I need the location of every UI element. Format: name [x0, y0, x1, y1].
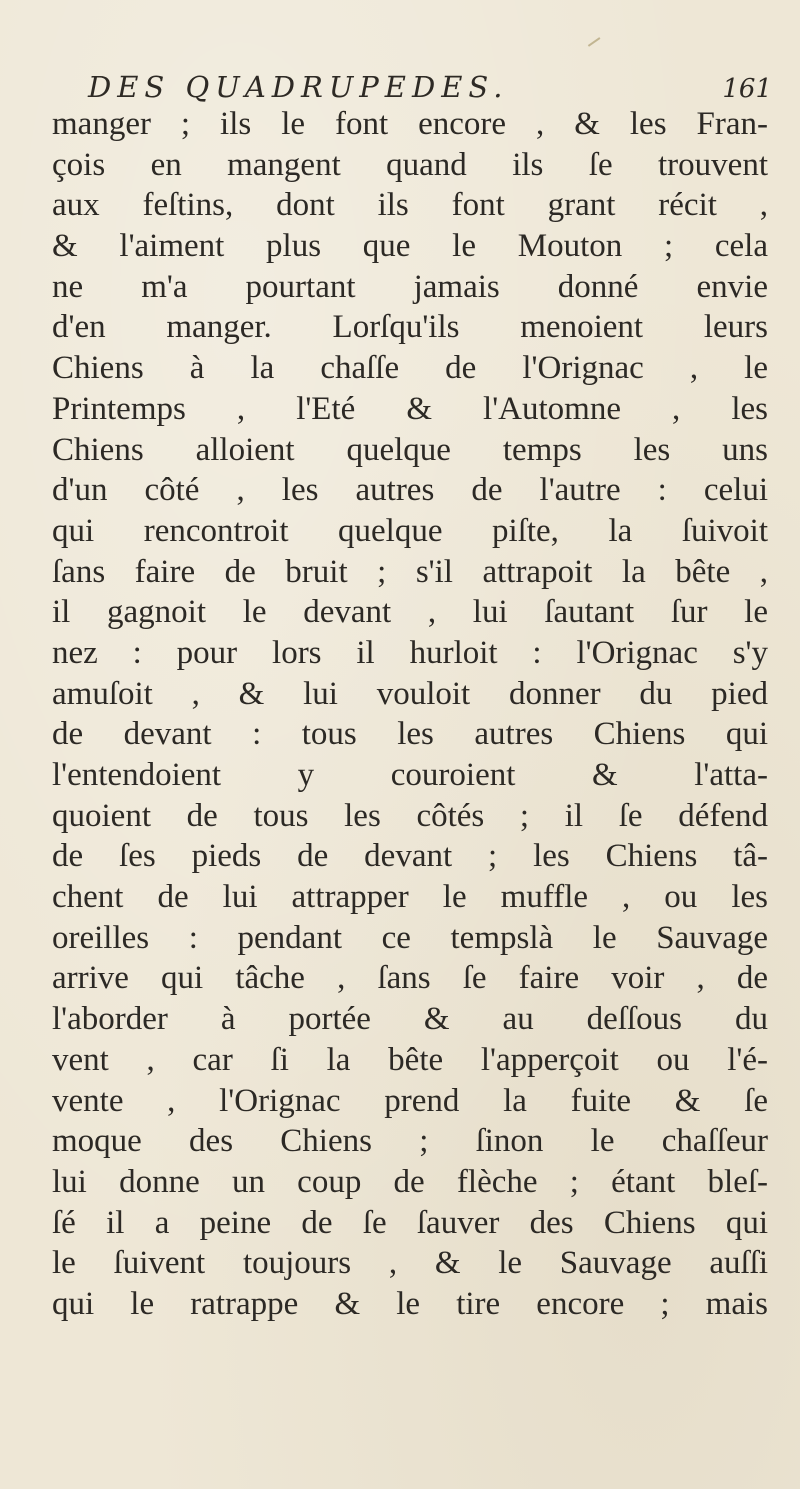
text-line: manger ; ils le font encore , & les Fran-: [52, 106, 768, 142]
ink-mark: [588, 37, 606, 55]
text-line: de devant : tous les autres Chiens qui: [52, 716, 768, 753]
text-line: l'aborder à portée & au deſſous du: [52, 1001, 768, 1038]
text-line: çois en mangent quand ils ſe trouvent: [52, 146, 768, 183]
text-line: vent , car ſi la bête l'apperçoit ou l'é-: [52, 1041, 768, 1078]
text-line: Chiens à la chaſſe de l'Orignac , le: [52, 350, 768, 387]
text-line: & l'aiment plus que le Mouton ; cela: [52, 228, 768, 265]
text-line: arrive qui tâche , ſans ſe faire voir , de: [52, 960, 768, 997]
text-line: qui le ratrappe & le tire encore ; mais: [52, 1285, 768, 1322]
text-line: d'un côté , les autres de l'autre : celui: [52, 472, 768, 509]
text-line: le ſuivent toujours , & le Sauvage auſſi: [52, 1245, 768, 1282]
text-line: Printemps , l'Eté & l'Automne , les: [52, 390, 768, 427]
text-line: oreilles : pendant ce tempslà le Sauvage: [52, 919, 768, 956]
text-line: d'en manger. Lorſqu'ils menoient leurs: [52, 309, 768, 346]
text-line: l'entendoient y couroient & l'atta-: [52, 757, 768, 793]
text-line: ſans faire de bruit ; s'il attrapoit la bête ,: [52, 553, 768, 590]
text-line: quoient de tous les côtés ; il ſe défend: [52, 797, 768, 834]
text-line: il gagnoit le devant , lui ſautant ſur le: [52, 594, 768, 631]
page-number: 161: [722, 74, 772, 104]
text-line: Chiens alloient quelque temps les uns: [52, 431, 768, 468]
text-line: de ſes pieds de devant ; les Chiens tâ-: [52, 838, 768, 875]
text-line: vente , l'Orignac prend la fuite & ſe: [52, 1082, 768, 1119]
text-line: ſé il a peine de ſe ſauver des Chiens qui: [52, 1204, 768, 1241]
running-title: DES QUADRUPEDES.: [88, 70, 509, 104]
text-line: ne m'a pourtant jamais donné envie: [52, 268, 768, 305]
body-text: [52, 104, 768, 1325]
text-line: chent de lui attrapper le muffle , ou les: [52, 879, 768, 916]
text-line: amuſoit , & lui vouloit donner du pied: [52, 675, 768, 712]
text-line: nez : pour lors il hurloit : l'Orignac s'y: [52, 634, 768, 671]
text-line: moque des Chiens ; ſinon le chaſſeur: [52, 1123, 768, 1160]
text-line: aux feſtins, dont ils font grant récit ,: [52, 187, 768, 224]
text-line: qui rencontroit quelque piſte, la ſuivoit: [52, 512, 768, 549]
text-line: lui donne un coup de flèche ; étant bleſ-: [52, 1163, 768, 1200]
